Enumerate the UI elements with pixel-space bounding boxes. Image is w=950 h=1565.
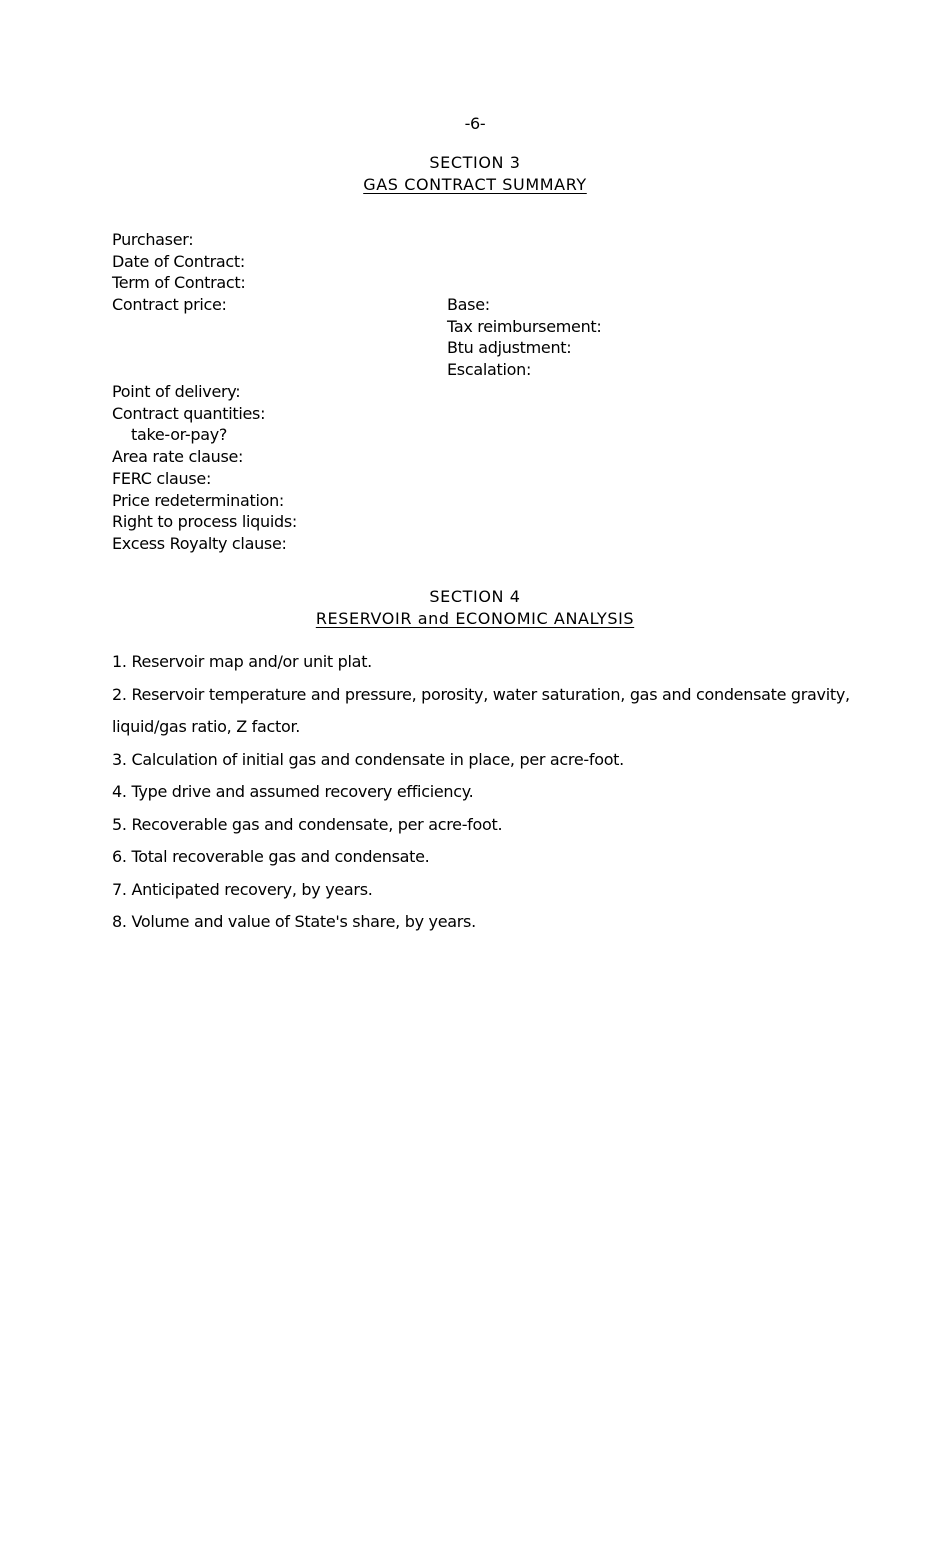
analysis-item-3: 3. Calculation of initial gas and condensate in place, per acre-foot. (112, 750, 624, 769)
section4-subtitle (0, 609, 950, 628)
page-number: -6- (464, 114, 486, 133)
section3-subtitle (0, 175, 950, 194)
section3-subtitle-text: GAS CONTRACT SUMMARY (363, 175, 587, 194)
price-btu-adjustment: Btu adjustment: (447, 338, 572, 358)
field-point-of-delivery: Point of delivery: (112, 382, 241, 401)
analysis-item-4: 4. Type drive and assumed recovery efficiency. (112, 782, 474, 801)
contract-terms-list (112, 381, 297, 555)
analysis-item-2-continued: liquid/gas ratio, Z factor. (112, 717, 301, 736)
analysis-item-2: 2. Reservoir temperature and pressure, porosity, water saturation, gas and condensate gravity, (112, 685, 850, 704)
analysis-item-8: 8. Volume and value of State's share, by years. (112, 912, 476, 931)
field-ferc-clause: FERC clause: (112, 468, 212, 488)
analysis-item-1: 1. Reservoir map and/or unit plat. (112, 652, 372, 671)
analysis-item-6: 6. Total recoverable gas and condensate. (112, 847, 430, 866)
field-purchaser: Purchaser: (112, 230, 194, 249)
section4-title: SECTION 4 (429, 587, 521, 606)
analysis-item-7: 7. Anticipated recovery, by years. (112, 880, 373, 899)
price-escalation: Escalation: (447, 360, 532, 380)
field-price-redetermination: Price redetermination: (112, 490, 285, 510)
price-component-list (447, 294, 601, 381)
contract-field-list (112, 229, 246, 316)
field-date-of-contract: Date of Contract: (112, 251, 245, 271)
field-right-to-process-liquids: Right to process liquids: (112, 512, 297, 532)
analysis-item-5: 5. Recoverable gas and condensate, per acre-foot. (112, 815, 503, 834)
field-contract-price: Contract price: (112, 295, 227, 315)
field-term-of-contract: Term of Contract: (112, 273, 246, 293)
field-take-or-pay: take-or-pay? (131, 425, 228, 445)
section3-title: SECTION 3 (429, 153, 521, 172)
field-contract-quantities: Contract quantities: (112, 403, 266, 423)
price-tax-reimbursement: Tax reimbursement: (447, 316, 602, 336)
field-excess-royalty-clause: Excess Royalty clause: (112, 533, 287, 553)
price-base: Base: (447, 295, 490, 314)
field-area-rate-clause: Area rate clause: (112, 447, 244, 467)
section4-subtitle-text: RESERVOIR and ECONOMIC ANALYSIS (315, 609, 635, 628)
